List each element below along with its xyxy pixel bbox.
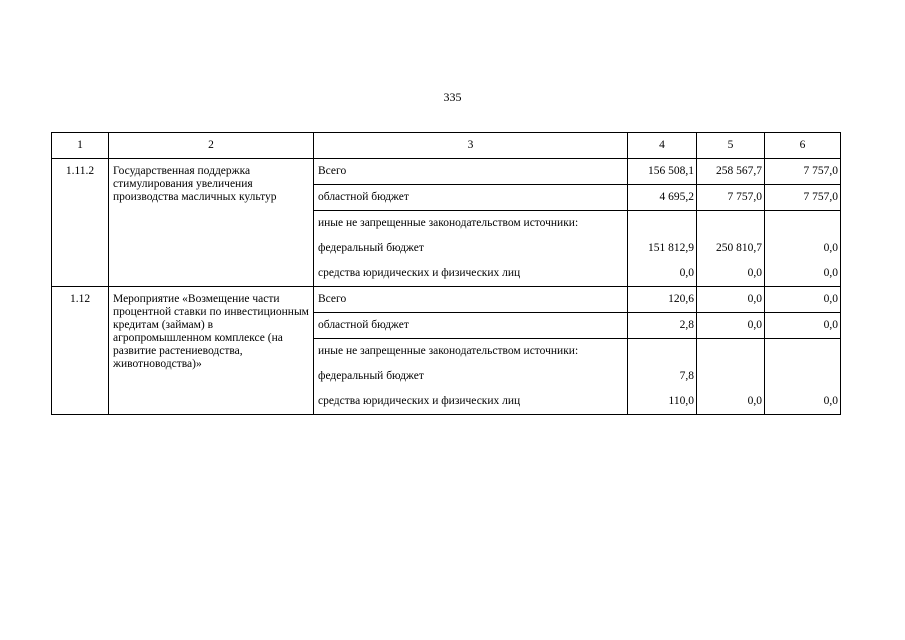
value-col5: 0,0 — [697, 313, 765, 339]
header-cell: 6 — [765, 133, 841, 159]
source-label: средства юридических и физических лиц — [314, 261, 628, 287]
value-col4 — [628, 339, 697, 365]
value-col6: 7 757,0 — [765, 159, 841, 185]
value-col6 — [765, 211, 841, 237]
value-col4: 110,0 — [628, 389, 697, 415]
value-col4: 4 695,2 — [628, 185, 697, 211]
header-cell: 1 — [52, 133, 109, 159]
source-label: Всего — [314, 159, 628, 185]
value-col5: 0,0 — [697, 261, 765, 287]
value-col5: 7 757,0 — [697, 185, 765, 211]
item-code: 1.11.2 — [52, 159, 109, 287]
page-number: 335 — [443, 90, 462, 104]
value-col4: 120,6 — [628, 287, 697, 313]
source-label: областной бюджет — [314, 313, 628, 339]
value-col5: 0,0 — [697, 287, 765, 313]
value-col4: 2,8 — [628, 313, 697, 339]
table-header-row — [52, 133, 841, 159]
value-col4: 0,0 — [628, 261, 697, 287]
value-col6 — [765, 339, 841, 365]
value-col4: 156 508,1 — [628, 159, 697, 185]
header-cell: 2 — [109, 133, 314, 159]
value-col6: 0,0 — [765, 236, 841, 261]
item-name: Мероприятие «Возмещение части процентной ставки по инвестиционным кредитам (займам) в агропромышленном комплексе (на развитие растениеводства, животноводства)» — [109, 287, 314, 415]
value-col5 — [697, 339, 765, 365]
value-col6: 0,0 — [765, 389, 841, 415]
value-col5: 258 567,7 — [697, 159, 765, 185]
header-cell: 3 — [314, 133, 628, 159]
item-name: Государственная поддержка стимулирования увеличения производства масличных культур — [109, 159, 314, 287]
table-row — [52, 159, 841, 185]
source-label: иные не запрещенные законодательством источники: — [314, 211, 628, 237]
value-col5 — [697, 364, 765, 389]
source-label: средства юридических и физических лиц — [314, 389, 628, 415]
value-col6: 0,0 — [765, 261, 841, 287]
header-cell: 5 — [697, 133, 765, 159]
value-col6: 0,0 — [765, 287, 841, 313]
value-col6 — [765, 364, 841, 389]
source-label: Всего — [314, 287, 628, 313]
value-col6: 7 757,0 — [765, 185, 841, 211]
source-label: федеральный бюджет — [314, 364, 628, 389]
value-col5: 0,0 — [697, 389, 765, 415]
value-col6: 0,0 — [765, 313, 841, 339]
item-code: 1.12 — [52, 287, 109, 415]
value-col4: 7,8 — [628, 364, 697, 389]
source-label: федеральный бюджет — [314, 236, 628, 261]
table-row — [52, 287, 841, 313]
source-label: областной бюджет — [314, 185, 628, 211]
source-label: иные не запрещенные законодательством источники: — [314, 339, 628, 365]
value-col5: 250 810,7 — [697, 236, 765, 261]
budget-table — [51, 132, 841, 415]
value-col4 — [628, 211, 697, 237]
value-col4: 151 812,9 — [628, 236, 697, 261]
value-col5 — [697, 211, 765, 237]
header-cell: 4 — [628, 133, 697, 159]
